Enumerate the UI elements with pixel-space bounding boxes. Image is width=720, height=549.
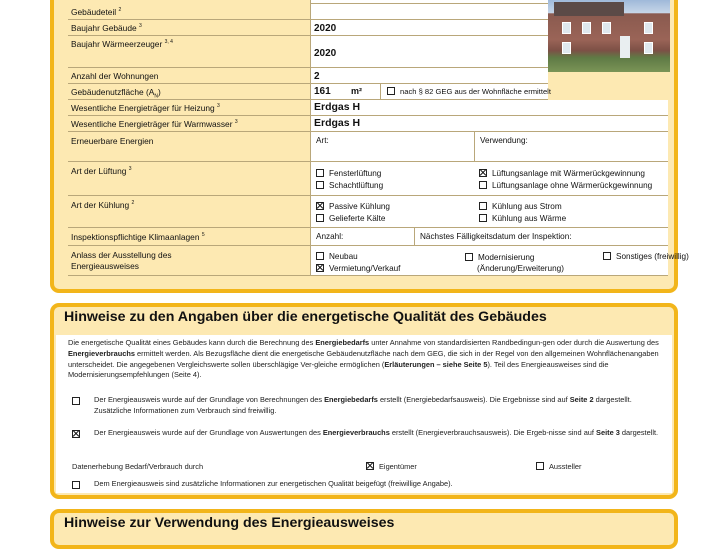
nutzflaeche-option[interactable] [387, 87, 551, 96]
verbrauchsausweis-text [94, 428, 666, 439]
zusatzinfo-checkbox[interactable] [72, 481, 80, 489]
nutzflaeche-option-text: nach § 82 GEG aus der Wohnfläche ermittelt [400, 87, 551, 96]
wohnungen-value: 2 [314, 71, 320, 82]
option-vermietung[interactable] [316, 264, 400, 273]
nutzflaeche-unit: m² [351, 86, 362, 96]
erneuerbar-row [68, 132, 310, 162]
vermietung-text: Vermietung/Verkauf [329, 264, 401, 273]
sonstiges-text: Sonstiges (freiwillig) [616, 252, 689, 261]
p1-d: Energieverbrauchs [68, 348, 135, 358]
modernisierung-checkbox[interactable] [465, 253, 473, 261]
option-neubau[interactable] [316, 252, 358, 261]
hinweise-angaben-body [56, 335, 672, 493]
nutzflaeche-value-cell [310, 84, 380, 100]
kuehlung-waerme-checkbox[interactable] [479, 214, 487, 222]
c2-a: Der Energieausweis wurde auf der Grundlage von Auswertungen des [94, 428, 323, 437]
p1-g: ). Teil des Energieausweises sind die Modernisierungsempfehlungen (Seite 4). [68, 359, 609, 380]
eigentuemer-text: Eigentümer [379, 462, 417, 471]
nutzflaeche-value: 161 [314, 86, 331, 97]
option-fensterlueftung[interactable] [316, 169, 381, 178]
fensterlueftung-checkbox[interactable] [316, 169, 324, 177]
c2-c: erstellt (Energieverbrauchsausweis). Die Ergeb-nisse sind auf [389, 428, 597, 437]
baujahr-value-cell [310, 20, 548, 36]
nutzflaeche-label: Gebäudenutzfläche (A [71, 87, 155, 97]
waermeerzeuger-value-cell [310, 36, 548, 68]
waermeerzeuger-sup: 3, 4 [164, 39, 173, 46]
waermeerzeuger-row [68, 36, 310, 68]
passive-kuehlung-checkbox[interactable] [316, 202, 324, 210]
heizung-value: Erdgas H [314, 101, 361, 113]
vermietung-checkbox[interactable] [316, 264, 324, 272]
p1-b: Energiebedarfs [315, 338, 370, 347]
hinweise-verwendung-panel [50, 509, 678, 549]
gebaeudeteil-row [68, 4, 310, 20]
option-schachtlueftung[interactable] [316, 181, 383, 190]
schachtlueftung-checkbox[interactable] [316, 181, 324, 189]
nutzflaeche-close: ) [157, 87, 161, 97]
neubau-checkbox[interactable] [316, 252, 324, 260]
option-kuehlung-strom[interactable] [479, 202, 562, 211]
erneuerbar-label: Erneuerbare Energien [71, 136, 154, 146]
klima-faellig-cell [414, 228, 668, 246]
zusatzinfo-text: Dem Energieausweis sind zusätzliche Informationen zur energetischen Qualität beigefügt (freiwillige Angabe). [94, 479, 453, 488]
erneuerbar-art-cell [310, 132, 474, 162]
hinweise-angaben-panel [50, 303, 678, 499]
neubau-text: Neubau [329, 252, 358, 261]
sonstiges-checkbox[interactable] [603, 252, 611, 260]
anlass-label-1: Anlass der Ausstellung des [71, 250, 172, 260]
klima-anzahl-cell [310, 228, 414, 246]
gelieferte-kaelte-checkbox[interactable] [316, 214, 324, 222]
aussteller-checkbox[interactable] [536, 462, 544, 470]
option-lueftung-mit-wrg[interactable] [479, 169, 645, 178]
c1-e: dargestellt. Zusätzliche Informationen zum Verbrauch sind freiwillig. [94, 395, 632, 415]
c1-d: Seite 2 [569, 395, 594, 404]
p1-e: ermittelt werden. Als Bezugsfläche dient die energetische Gebäudenutzfläche nach dem GEG, die sich in der Regel von den allgemeinen Wohnflächenangaben unterscheidet. Die angegebenen Vergleichswerte sollen überschlägige Ver-gleiche ermöglichen ( [68, 348, 659, 369]
baujahr-sup: 3 [138, 23, 142, 30]
p1-c: unter Annahme von standardisierten Randbedingun-gen oder durch die Auswertung des [369, 338, 659, 347]
warmwasser-value: Erdgas H [314, 117, 361, 129]
warmwasser-value-cell [310, 116, 668, 132]
heizung-sup: 3 [217, 103, 220, 110]
p1-f: Erläuterungen – siehe Seite 5 [384, 359, 488, 369]
anlass-label-2: Energieausweises [71, 261, 139, 271]
anlass-row [68, 246, 310, 276]
baujahr-row [68, 20, 310, 36]
modernisierung-text-2: (Änderung/Erweiterung) [477, 264, 564, 273]
option-eigentuemer[interactable] [366, 462, 417, 471]
nutzflaeche-sub: N [154, 93, 158, 100]
kuehlung-strom-text: Kühlung aus Strom [492, 202, 562, 211]
warmwasser-sup: 3 [234, 119, 238, 126]
c2-d: Seite 3 [596, 428, 620, 437]
lueftung-row [68, 162, 310, 196]
option-lueftung-ohne-wrg[interactable] [479, 181, 652, 190]
kuehlung-sup: 2 [131, 200, 135, 207]
erneuerbar-verwendung-cell [474, 132, 668, 162]
option-aussteller[interactable] [536, 462, 581, 471]
bedarfsausweis-option[interactable] [72, 395, 666, 417]
lueftung-options-cell [310, 162, 668, 196]
wohnungen-row [68, 68, 310, 84]
lueftung-sup: 3 [128, 166, 132, 173]
wohnungen-value-cell [310, 68, 548, 84]
nutzflaeche-checkbox[interactable] [387, 87, 395, 95]
klima-sup: 5 [201, 232, 205, 239]
wohnungen-label: Anzahl der Wohnungen [71, 71, 159, 81]
p1-a: Die energetische Qualität eines Gebäudes kann durch die Berechnung des [68, 338, 316, 347]
lueftung-ohne-wrg-checkbox[interactable] [479, 181, 487, 189]
aussteller-text: Aussteller [549, 462, 582, 471]
heizung-row [68, 100, 310, 116]
bedarfsausweis-text [94, 395, 666, 417]
hinweise-angaben-title: Hinweise zu den Angaben über die energetische Qualität des Gebäudes [64, 309, 547, 325]
klima-row [68, 228, 310, 246]
kuehlung-options-cell [310, 196, 668, 228]
passive-kuehlung-text: Passive Kühlung [329, 202, 390, 211]
warmwasser-label: Wesentliche Energieträger für Warmwasser [71, 119, 233, 129]
heizung-label: Wesentliche Energieträger für Heizung [71, 103, 215, 113]
verbrauchsausweis-checkbox[interactable] [72, 430, 80, 438]
gebaeudeteil-value [310, 4, 548, 20]
lueftung-mit-wrg-text: Lüftungsanlage mit Wärmerückgewinnung [492, 169, 645, 178]
gelieferte-kaelte-text: Gelieferte Kälte [329, 214, 386, 223]
schachtlueftung-text: Schachtlüftung [329, 181, 384, 190]
anlass-options-cell [310, 246, 689, 276]
modernisierung-text: Modernisierung [478, 253, 535, 262]
kuehlung-label: Art der Kühlung [71, 200, 130, 210]
kuehlung-waerme-text: Kühlung aus Wärme [492, 214, 567, 223]
kuehlung-row [68, 196, 310, 228]
c1-c: erstellt (Energiebedarfsausweis). Die Ergebnisse sind auf [377, 395, 570, 404]
lueftung-ohne-wrg-text: Lüftungsanlage ohne Wärmerückgewinnung [492, 181, 653, 190]
nutzflaeche-row [68, 84, 310, 100]
waermeerzeuger-value: 2020 [314, 48, 337, 59]
hinweise-verwendung-title: Hinweise zur Verwendung des Energieausweises [64, 515, 395, 531]
datenerhebung-label: Datenerhebung Bedarf/Verbrauch durch [72, 462, 204, 471]
erneuerbar-art: Art: [316, 136, 329, 145]
lueftung-label: Art der Lüftung [71, 166, 127, 176]
c1-b: Energiebedarfs [324, 395, 378, 404]
zusatzinfo-option[interactable] [72, 479, 666, 490]
building-photo [543, 0, 670, 72]
nutzflaeche-option-cell [380, 84, 551, 100]
c2-e: dargestellt. [619, 428, 659, 437]
option-gelieferte-kaelte[interactable] [316, 214, 385, 223]
option-passive-kuehlung[interactable] [316, 202, 390, 211]
verbrauchsausweis-option[interactable] [72, 428, 666, 439]
erneuerbar-verwendung: Verwendung: [480, 136, 528, 145]
bedarfsausweis-checkbox[interactable] [72, 397, 80, 405]
eigentuemer-checkbox[interactable] [366, 462, 374, 470]
klima-label: Inspektionspflichtige Klimaanlagen [71, 232, 200, 242]
lueftung-mit-wrg-checkbox[interactable] [479, 169, 487, 177]
option-kuehlung-waerme[interactable] [479, 214, 566, 223]
klima-faellig: Nächstes Fälligkeitsdatum der Inspektion: [420, 232, 572, 241]
waermeerzeuger-label: Baujahr Wärmeerzeuger [71, 39, 163, 49]
baujahr-label: Baujahr Gebäude [71, 23, 137, 33]
intro-paragraph [68, 338, 664, 381]
building-data-panel [50, 0, 689, 293]
option-sonstiges[interactable] [603, 252, 689, 261]
c1-a: Der Energieausweis wurde auf der Grundlage von Berechnungen des [94, 395, 325, 404]
fensterlueftung-text: Fensterlüftung [329, 169, 382, 178]
warmwasser-row [68, 116, 310, 132]
gebaeudeteil-label: Gebäudeteil [71, 7, 117, 17]
heizung-value-cell [310, 100, 668, 116]
gebaeudeteil-sup: 2 [118, 7, 122, 14]
option-modernisierung[interactable] [465, 252, 564, 274]
klima-anzahl: Anzahl: [316, 232, 344, 241]
kuehlung-strom-checkbox[interactable] [479, 202, 487, 210]
c2-b: Energieverbrauchs [322, 428, 390, 437]
baujahr-value: 2020 [314, 23, 337, 34]
